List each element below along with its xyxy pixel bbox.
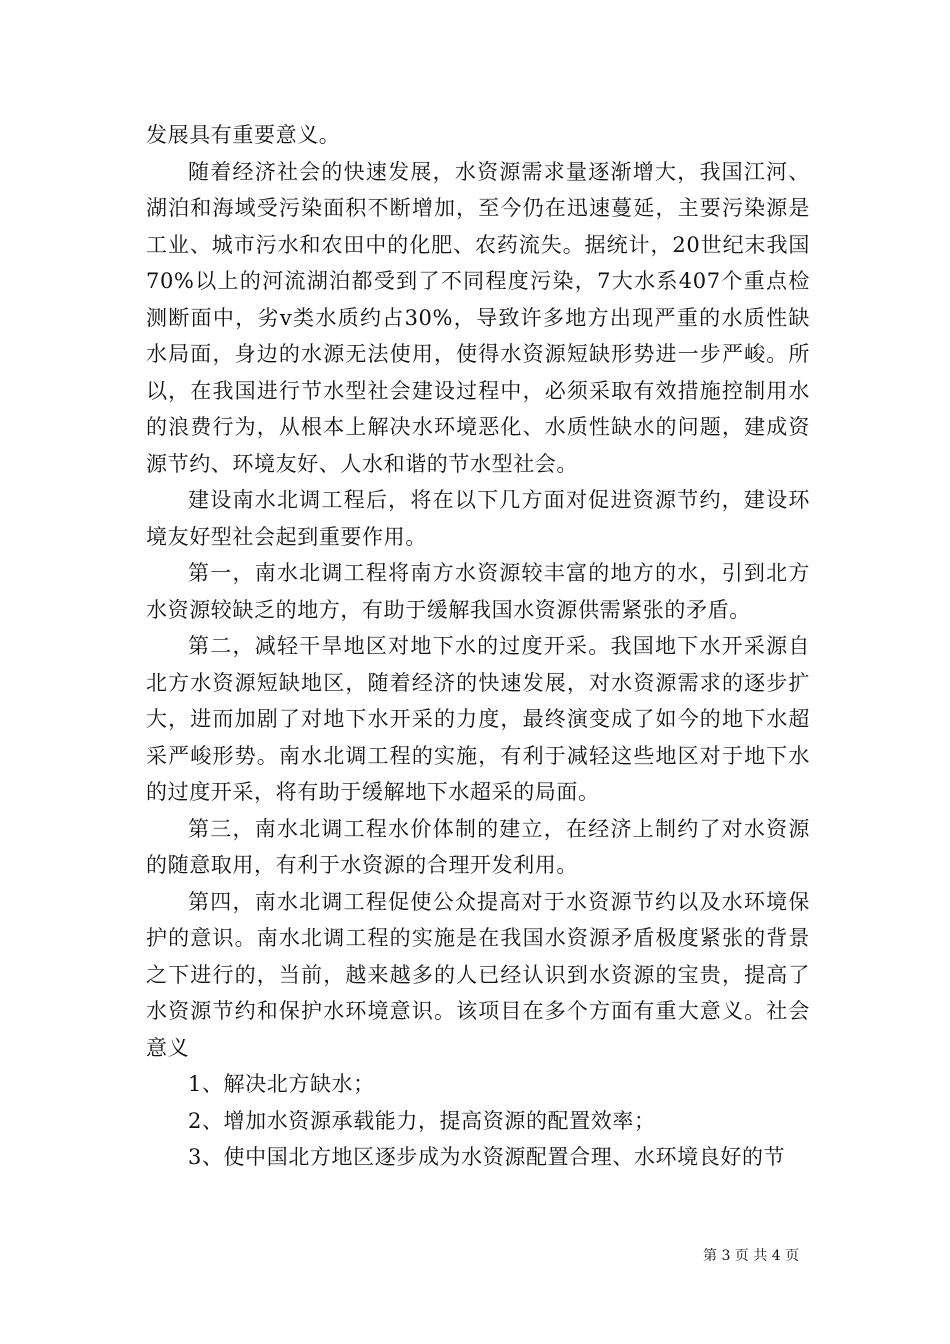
list-item: 1、解决北方缺水；: [188, 1072, 375, 1096]
paragraph-project-role: 建设南水北调工程后，将在以下几方面对促进资源节约，建设环境友好型社会起到重要作用。: [146, 488, 810, 549]
paragraph-fourth: 第四，南水北调工程促使公众提高对于水资源节约以及水环境保护的意识。南水北调工程的实施是在我国水资源矛盾极度紧张的背景之下进行的，当前，越来越多的人已经认识到水资源的宝贵，提高了水资源节约和保护水环境意识。该项目在多个方面有重大意义。社会意义: [146, 889, 810, 1060]
paragraph-first: 第一，南水北调工程将南方水资源较丰富的地方的水，引到北方水资源较缺乏的地方，有助于缓解我国水资源供需紧张的矛盾。: [146, 561, 810, 622]
paragraph-second: 第二，减轻干旱地区对地下水的过度开采。我国地下水开采源自北方水资源短缺地区，随着经济的快速发展，对水资源需求的逐步扩大，进而加剧了对地下水开采的力度，最终演变成了如今的地下水超采严峻形势。南水北调工程的实施，有利于减轻这些地区对于地下水的过度开采，将有助于缓解地下水超采的局面。: [146, 634, 810, 804]
paragraph-third: 第三，南水北调工程水价体制的建立，在经济上制约了对水资源的随意取用，有利于水资源的合理开发利用。: [146, 816, 810, 877]
page-number-label: 第 3 页 共 4 页: [703, 1248, 800, 1264]
page-footer: [703, 1247, 823, 1265]
list-item: 2、增加水资源承载能力，提高资源的配置效率；: [188, 1108, 656, 1133]
body-text: [146, 117, 810, 1176]
paragraph-continuation: 发展具有重要意义。: [146, 123, 341, 147]
paragraph-water-pollution: 随着经济社会的快速发展，水资源需求量逐渐增大，我国江河、湖泊和海域受污染面积不断增加，至今仍在迅速蔓延，主要污染源是工业、城市污水和农田中的化肥、农药流失。据统计，20世纪末我国70%以上的河流湖泊都受到了不同程度污染，7大水系407个重点检测断面中，劣ⅴ类水质约占30%，导致许多地方出现严重的水质性缺水局面，身边的水源无法使用，使得水资源短缺形势进一步严峻。所以，在我国进行节水型社会建设过程中，必须采取有效措施控制用水的浪费行为，从根本上解决水环境恶化、水质性缺水的问题，建成资源节约、环境友好、人水和谐的节水型社会。: [146, 159, 810, 476]
list-item: 3、使中国北方地区逐步成为水资源配置合理、水环境良好的节: [188, 1145, 786, 1169]
